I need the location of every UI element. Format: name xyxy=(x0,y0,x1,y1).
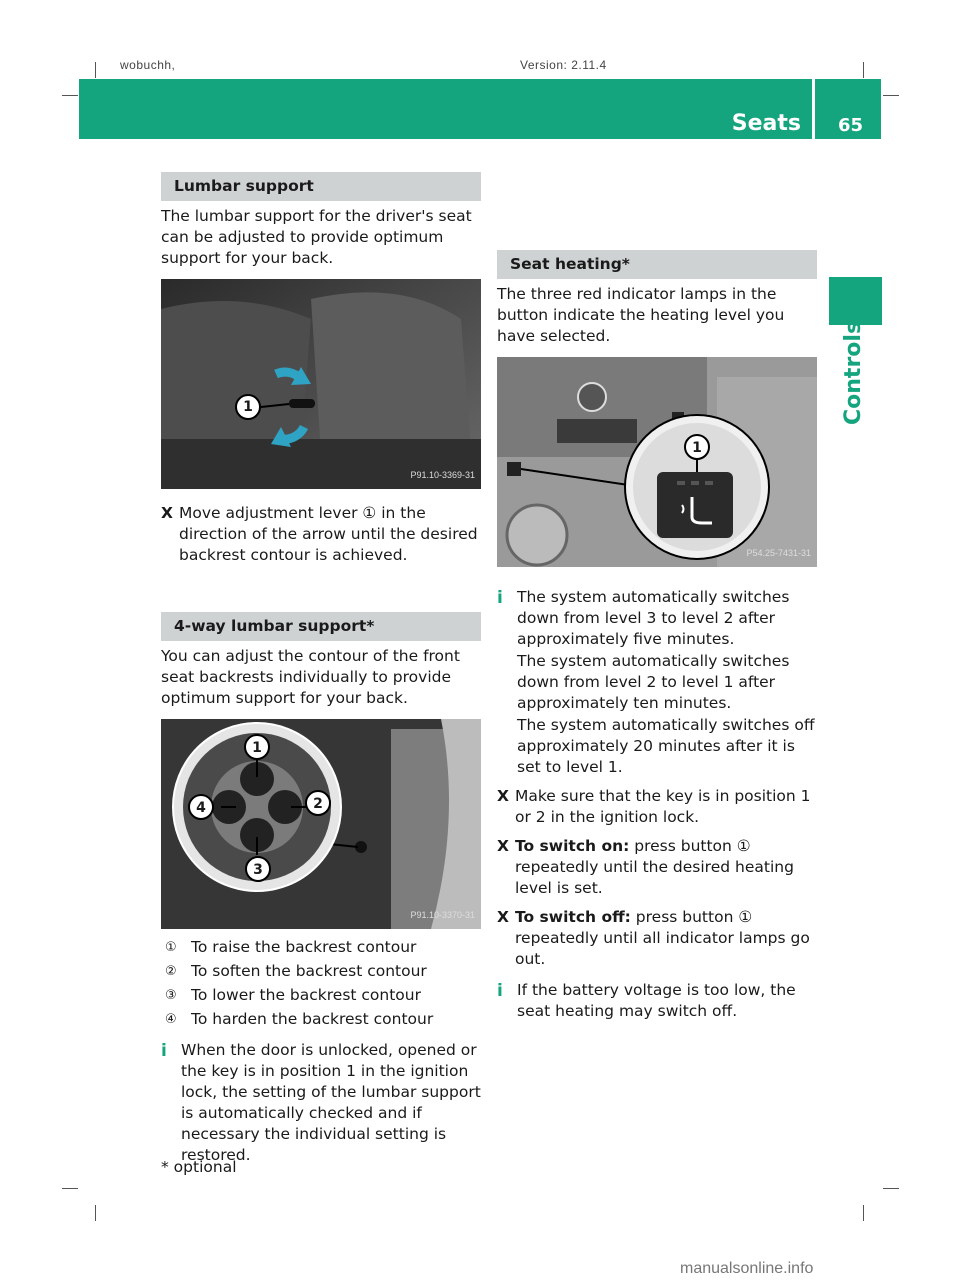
legend-number: ② xyxy=(165,964,177,979)
battery-info-note xyxy=(497,980,817,1022)
seat-heating-button-image xyxy=(497,357,817,567)
right-column xyxy=(497,250,817,1023)
legend-number: ① xyxy=(165,940,177,955)
heating-step-text: press button ① repeatedly until all indicator lamps go out. xyxy=(515,908,810,968)
heating-step-switch-on xyxy=(497,836,817,899)
left-column xyxy=(161,172,481,1167)
side-tab-marker xyxy=(829,277,882,325)
four-way-callout-1: 1 xyxy=(252,740,262,756)
heating-callout-1: 1 xyxy=(692,440,702,456)
crop-mark xyxy=(883,1188,899,1189)
four-way-info-text: When the door is unlocked, opened or the key is in position 1 in the ignition lock, the setting of the lumbar support is automatically checked and if necessary the individual setting is restored. xyxy=(181,1041,481,1164)
four-way-heading: 4-way lumbar support* xyxy=(161,612,481,641)
console-photo-illustration xyxy=(497,357,817,567)
section-title: Seats xyxy=(731,111,801,136)
heating-heading: Seat heating* xyxy=(497,250,817,279)
info-icon: i xyxy=(497,981,503,1001)
header-divider xyxy=(812,79,815,139)
lumbar-step-text: Move adjustment lever ① in the direction of the arrow until the desired backrest contour is achieved. xyxy=(179,504,478,564)
four-way-switch-image xyxy=(161,719,481,929)
header-meta-version: Version: 2.11.4 xyxy=(520,58,607,72)
four-way-callout-3: 3 xyxy=(253,862,263,878)
legend-text: To raise the backrest contour xyxy=(191,938,417,956)
four-way-info-note xyxy=(161,1040,481,1166)
four-way-callout-4: 4 xyxy=(196,800,206,816)
heating-step-switch-off xyxy=(497,907,817,970)
crop-mark xyxy=(863,62,864,78)
heating-step xyxy=(497,786,817,828)
image-reference: P91.10-3369-31 xyxy=(410,470,475,480)
legend-number: ③ xyxy=(165,988,177,1003)
legend-text: To soften the backrest contour xyxy=(191,962,427,980)
four-way-legend xyxy=(161,937,481,1030)
crop-mark xyxy=(62,95,78,96)
side-tab xyxy=(829,320,882,485)
heating-info-note xyxy=(497,587,817,778)
four-way-intro: You can adjust the contour of the front seat backrests individually to provide optimum support for your back. xyxy=(161,647,460,707)
step-arrow-icon: X xyxy=(497,837,509,855)
step-arrow-icon: X xyxy=(161,504,173,522)
image-reference: P54.25-7431-31 xyxy=(746,548,811,558)
info-icon: i xyxy=(161,1041,167,1061)
lumbar-intro: The lumbar support for the driver's seat can be adjusted to provide optimum support for your back. xyxy=(161,207,472,267)
switch-photo-illustration xyxy=(161,719,481,929)
crop-mark xyxy=(883,95,899,96)
crop-mark xyxy=(95,62,96,78)
legend-text: To harden the backrest contour xyxy=(191,1010,434,1028)
side-tab-label: Controls xyxy=(841,320,866,425)
crop-mark xyxy=(95,1205,96,1221)
step-arrow-icon: X xyxy=(497,787,509,805)
legend-text: To lower the backrest contour xyxy=(191,986,421,1004)
legend-item xyxy=(161,985,481,1006)
four-way-callout-2: 2 xyxy=(313,796,323,812)
lumbar-heading: Lumbar support xyxy=(161,172,481,201)
page-header-bar xyxy=(79,79,881,139)
seat-photo-illustration xyxy=(161,279,481,489)
header-meta-author: wobuchh, xyxy=(120,58,176,72)
legend-item xyxy=(161,937,481,958)
lumbar-lever-image xyxy=(161,279,481,489)
heating-step-text: Make sure that the key is in position 1 or 2 in the ignition lock. xyxy=(515,787,811,826)
heating-intro: The three red indicator lamps in the button indicate the heating level you have selected. xyxy=(497,285,785,345)
info-icon: i xyxy=(497,588,503,608)
image-reference: P91.10-3370-31 xyxy=(410,910,475,920)
legend-number: ④ xyxy=(165,1012,177,1027)
step-arrow-icon: X xyxy=(497,908,509,926)
lumbar-callout-1: 1 xyxy=(243,399,253,415)
step-label: To switch off: xyxy=(515,908,631,926)
crop-mark xyxy=(62,1188,78,1189)
page-number: 65 xyxy=(837,115,863,136)
step-label: To switch on: xyxy=(515,837,630,855)
watermark: manualsonline.info xyxy=(680,1260,814,1277)
heating-step-text: press button ① repeatedly until the desired heating level is set. xyxy=(515,837,794,897)
footnote: * optional xyxy=(161,1158,237,1176)
heating-info-line-2: The system automatically switches down from level 2 to level 1 after approximately ten minutes. xyxy=(517,652,790,712)
legend-item xyxy=(161,961,481,982)
heating-info-line-1: The system automatically switches down from level 3 to level 2 after approximately five minutes. xyxy=(517,588,790,648)
battery-info-text: If the battery voltage is too low, the seat heating may switch off. xyxy=(517,981,796,1020)
lumbar-step xyxy=(161,503,481,566)
heating-info-line-3: The system automatically switches off approximately 20 minutes after it is set to level 1. xyxy=(517,716,815,776)
legend-item xyxy=(161,1009,481,1030)
crop-mark xyxy=(863,1205,864,1221)
